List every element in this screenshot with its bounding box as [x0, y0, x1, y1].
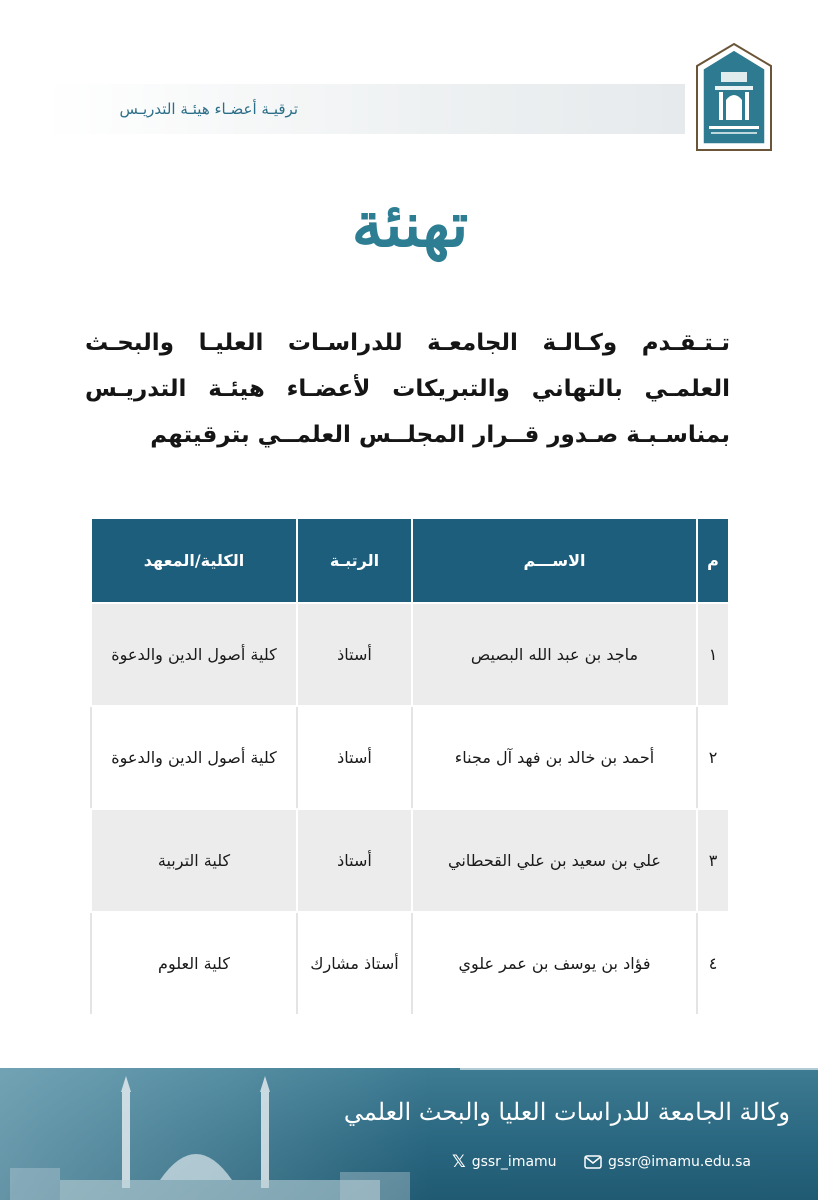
row-name: فؤاد بن يوسف بن عمر علوي [412, 912, 697, 1015]
row-rank: أستاذ [297, 706, 412, 809]
table-row [91, 809, 729, 912]
row-name: أحمد بن خالد بن فهد آل مجناء [412, 706, 697, 809]
row-num: ١ [697, 603, 729, 706]
row-college: كلية أصول الدين والدعوة [91, 706, 297, 809]
email-contact[interactable] [584, 1150, 751, 1174]
header-num: م [697, 519, 729, 603]
row-college: كلية التربية [91, 809, 297, 912]
table-header-row [91, 519, 729, 603]
promotions-table [90, 519, 728, 1016]
footer-org-name: وكالة الجامعة للدراسات العليا والبحث العلمي [343, 1098, 790, 1126]
x-handle: gssr_imamu [471, 1154, 557, 1170]
table-row [91, 912, 729, 1015]
row-rank: أستاذ [297, 809, 412, 912]
row-num: ٤ [697, 912, 729, 1015]
row-college: كلية أصول الدين والدعوة [91, 603, 297, 706]
row-college: كلية العلوم [91, 912, 297, 1015]
x-contact[interactable] [452, 1150, 557, 1174]
intro-paragraph: تـتـقـدم وكـالـة الجامعـة للدراسـات العليـا والبحـث العلمـي بالتهاني والتبريكات لأعضـاء هيئـة التدريـس بمناسـبـة صـدور قــرار المجلــس العلمــي بترقيتهم [85, 330, 730, 448]
header-name: الاســـم [412, 519, 697, 603]
header-title: ترقيـة أعضـاء هيئـة التدريـس [119, 100, 298, 118]
congratulations-heading: تهنئة [351, 188, 469, 261]
row-rank: أستاذ مشارك [297, 912, 412, 1015]
university-crest-icon [695, 42, 773, 152]
mosque-skyline-image [0, 1068, 430, 1200]
row-name: ماجد بن عبد الله البصيص [412, 603, 697, 706]
x-logo-icon: 𝕏 [452, 1152, 466, 1172]
email-address: gssr@imamu.edu.sa [608, 1154, 751, 1170]
row-num: ٢ [697, 706, 729, 809]
row-rank: أستاذ [297, 603, 412, 706]
row-name: علي بن سعيد بن علي القحطاني [412, 809, 697, 912]
footer-divider [460, 1068, 818, 1070]
table-row [91, 706, 729, 809]
envelope-icon [584, 1155, 602, 1169]
header-rank: الرتبـة [297, 519, 412, 603]
table-row [91, 603, 729, 706]
header-college: الكلية/المعهد [91, 519, 297, 603]
footer-banner [0, 1068, 818, 1200]
row-num: ٣ [697, 809, 729, 912]
